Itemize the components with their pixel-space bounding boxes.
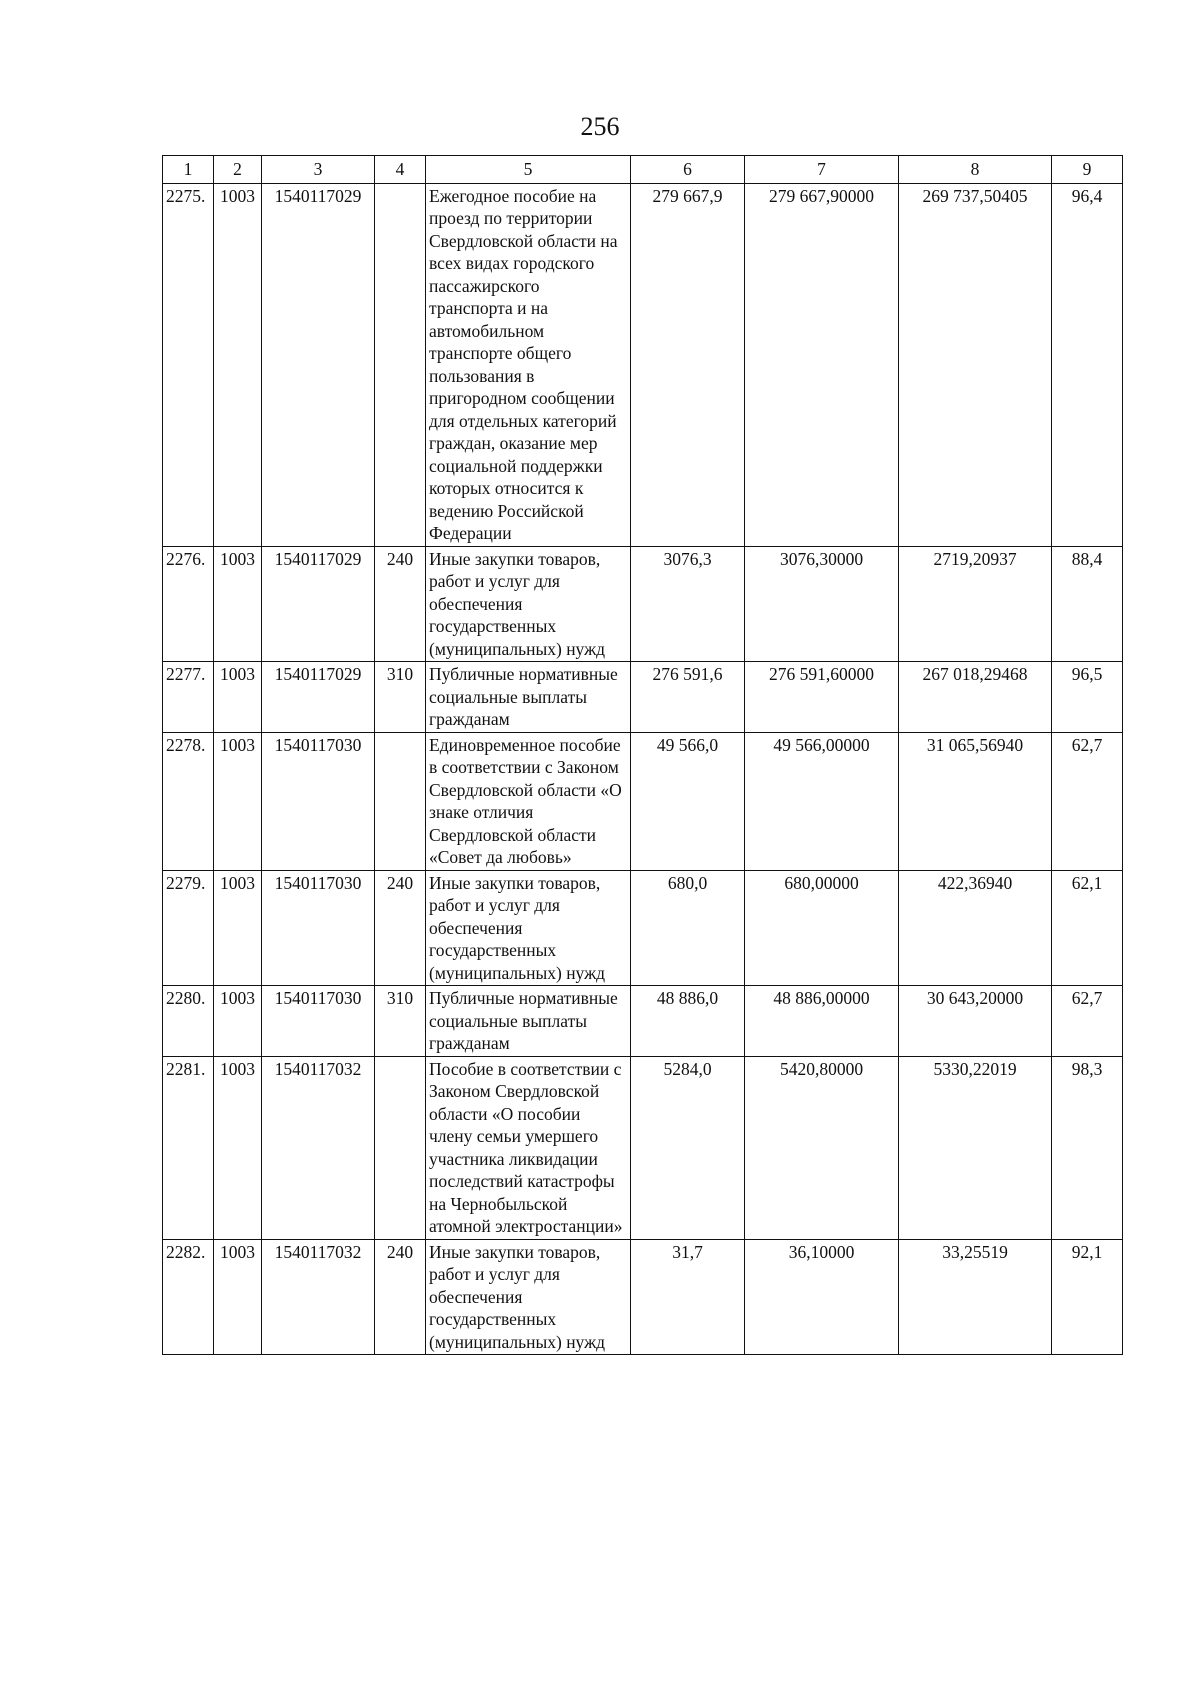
section-code: 1003 (214, 183, 262, 546)
target-article-code: 1540117029 (262, 662, 375, 733)
value-col-7: 276 591,60000 (745, 662, 899, 733)
percent-col-9: 62,7 (1052, 986, 1123, 1057)
target-article-code: 1540117030 (262, 870, 375, 986)
item-description: Иные закупки товаров, работ и услуг для обеспечения государственных (муниципальных) нужд (426, 870, 631, 986)
value-col-6: 49 566,0 (631, 732, 745, 870)
expense-type-code (375, 1056, 426, 1239)
section-code: 1003 (214, 1239, 262, 1355)
value-col-8: 267 018,29468 (899, 662, 1052, 733)
value-col-8: 269 737,50405 (899, 183, 1052, 546)
expense-type-code: 310 (375, 662, 426, 733)
table-row (163, 1239, 1123, 1355)
item-description: Иные закупки товаров, работ и услуг для обеспечения государственных (муниципальных) нужд (426, 1239, 631, 1355)
value-col-6: 5284,0 (631, 1056, 745, 1239)
item-description: Ежегодное пособие на проезд по территории Свердловской области на всех видах городского пассажирского транспорта и на автомобильном транспорте общего пользования в пригородном сообщении для отдельных категорий граждан, оказание мер социальной поддержки которых относится к ведению Российской Федерации (426, 183, 631, 546)
value-col-6: 48 886,0 (631, 986, 745, 1057)
row-number: 2279. (163, 870, 214, 986)
expense-type-code: 310 (375, 986, 426, 1057)
value-col-7: 36,10000 (745, 1239, 899, 1355)
expense-type-code: 240 (375, 546, 426, 662)
value-col-8: 2719,20937 (899, 546, 1052, 662)
table-row (163, 732, 1123, 870)
target-article-code: 1540117030 (262, 986, 375, 1057)
header-cell: 8 (899, 156, 1052, 184)
target-article-code: 1540117030 (262, 732, 375, 870)
row-number: 2280. (163, 986, 214, 1057)
item-description: Единовременное пособие в соответствии с Законом Свердловской области «О знаке отличия Свердловской области «Совет да любовь» (426, 732, 631, 870)
percent-col-9: 62,7 (1052, 732, 1123, 870)
expense-type-code: 240 (375, 870, 426, 986)
value-col-7: 279 667,90000 (745, 183, 899, 546)
row-number: 2278. (163, 732, 214, 870)
row-number: 2281. (163, 1056, 214, 1239)
header-row (163, 156, 1123, 184)
percent-col-9: 96,4 (1052, 183, 1123, 546)
value-col-6: 31,7 (631, 1239, 745, 1355)
percent-col-9: 88,4 (1052, 546, 1123, 662)
value-col-7: 5420,80000 (745, 1056, 899, 1239)
header-cell: 9 (1052, 156, 1123, 184)
expense-type-code (375, 732, 426, 870)
expense-type-code: 240 (375, 1239, 426, 1355)
table-row (163, 183, 1123, 546)
table-row (163, 986, 1123, 1057)
header-cell: 6 (631, 156, 745, 184)
header-cell: 4 (375, 156, 426, 184)
page-number: 256 (580, 112, 620, 141)
percent-col-9: 62,1 (1052, 870, 1123, 986)
table-row (163, 870, 1123, 986)
percent-col-9: 92,1 (1052, 1239, 1123, 1355)
value-col-6: 276 591,6 (631, 662, 745, 733)
value-col-6: 3076,3 (631, 546, 745, 662)
row-number: 2276. (163, 546, 214, 662)
item-description: Иные закупки товаров, работ и услуг для обеспечения государственных (муниципальных) нужд (426, 546, 631, 662)
header-cell: 3 (262, 156, 375, 184)
value-col-8: 31 065,56940 (899, 732, 1052, 870)
value-col-7: 49 566,00000 (745, 732, 899, 870)
row-number: 2277. (163, 662, 214, 733)
budget-table (162, 155, 1123, 1355)
value-col-8: 422,36940 (899, 870, 1052, 986)
percent-col-9: 98,3 (1052, 1056, 1123, 1239)
section-code: 1003 (214, 870, 262, 986)
item-description: Пособие в соответствии с Законом Свердловской области «О пособии члену семьи умершего участника ликвидации последствий катастрофы на Чернобыльской атомной электростанции» (426, 1056, 631, 1239)
section-code: 1003 (214, 546, 262, 662)
section-code: 1003 (214, 732, 262, 870)
table-row (163, 662, 1123, 733)
row-number: 2275. (163, 183, 214, 546)
value-col-8: 30 643,20000 (899, 986, 1052, 1057)
target-article-code: 1540117029 (262, 546, 375, 662)
row-number: 2282. (163, 1239, 214, 1355)
value-col-6: 680,0 (631, 870, 745, 986)
value-col-8: 5330,22019 (899, 1056, 1052, 1239)
value-col-7: 680,00000 (745, 870, 899, 986)
section-code: 1003 (214, 986, 262, 1057)
value-col-6: 279 667,9 (631, 183, 745, 546)
item-description: Публичные нормативные социальные выплаты гражданам (426, 662, 631, 733)
target-article-code: 1540117032 (262, 1056, 375, 1239)
table-row (163, 546, 1123, 662)
item-description: Публичные нормативные социальные выплаты гражданам (426, 986, 631, 1057)
value-col-8: 33,25519 (899, 1239, 1052, 1355)
target-article-code: 1540117029 (262, 183, 375, 546)
header-cell: 5 (426, 156, 631, 184)
expense-type-code (375, 183, 426, 546)
percent-col-9: 96,5 (1052, 662, 1123, 733)
value-col-7: 3076,30000 (745, 546, 899, 662)
header-cell: 7 (745, 156, 899, 184)
value-col-7: 48 886,00000 (745, 986, 899, 1057)
section-code: 1003 (214, 1056, 262, 1239)
header-cell: 1 (163, 156, 214, 184)
header-cell: 2 (214, 156, 262, 184)
table-row (163, 1056, 1123, 1239)
target-article-code: 1540117032 (262, 1239, 375, 1355)
section-code: 1003 (214, 662, 262, 733)
